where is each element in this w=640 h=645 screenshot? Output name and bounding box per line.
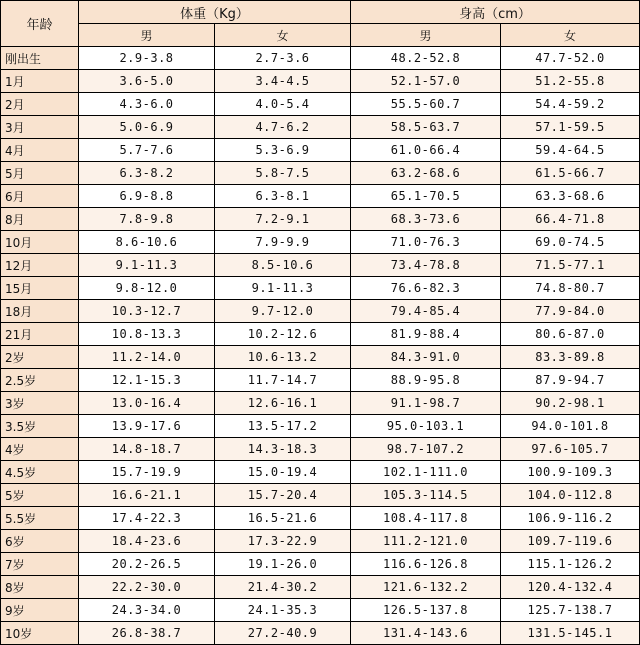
height-male-cell: 52.1-57.0 <box>351 70 501 93</box>
height-female-cell: 115.1-126.2 <box>501 553 640 576</box>
weight-female-cell: 4.0-5.4 <box>215 93 351 116</box>
height-female-cell: 47.7-52.0 <box>501 47 640 70</box>
weight-female-cell: 16.5-21.6 <box>215 507 351 530</box>
age-cell: 5岁 <box>1 484 79 507</box>
weight-male-cell: 6.3-8.2 <box>79 162 215 185</box>
age-cell: 刚出生 <box>1 47 79 70</box>
weight-female-cell: 2.7-3.6 <box>215 47 351 70</box>
weight-male-cell: 10.8-13.3 <box>79 323 215 346</box>
weight-male-cell: 26.8-38.7 <box>79 622 215 645</box>
weight-female-cell: 15.7-20.4 <box>215 484 351 507</box>
height-male-cell: 116.6-126.8 <box>351 553 501 576</box>
height-male-cell: 88.9-95.8 <box>351 369 501 392</box>
weight-male-cell: 13.9-17.6 <box>79 415 215 438</box>
height-male-cell: 111.2-121.0 <box>351 530 501 553</box>
height-female-cell: 74.8-80.7 <box>501 277 640 300</box>
age-cell: 6岁 <box>1 530 79 553</box>
weight-female-cell: 11.7-14.7 <box>215 369 351 392</box>
height-female-cell: 125.7-138.7 <box>501 599 640 622</box>
weight-female-header: 女 <box>215 24 351 47</box>
weight-male-cell: 9.1-11.3 <box>79 254 215 277</box>
age-cell: 21月 <box>1 323 79 346</box>
age-cell: 10月 <box>1 231 79 254</box>
height-male-cell: 61.0-66.4 <box>351 139 501 162</box>
table-row <box>1 254 640 277</box>
age-cell: 5月 <box>1 162 79 185</box>
height-female-cell: 97.6-105.7 <box>501 438 640 461</box>
height-female-cell: 63.3-68.6 <box>501 185 640 208</box>
weight-male-cell: 20.2-26.5 <box>79 553 215 576</box>
height-male-cell: 108.4-117.8 <box>351 507 501 530</box>
height-female-cell: 94.0-101.8 <box>501 415 640 438</box>
table-body <box>1 47 640 645</box>
weight-male-cell: 16.6-21.1 <box>79 484 215 507</box>
weight-female-cell: 8.5-10.6 <box>215 254 351 277</box>
table-row <box>1 47 640 70</box>
weight-female-cell: 3.4-4.5 <box>215 70 351 93</box>
age-column-header: 年龄 <box>1 1 79 47</box>
weight-female-cell: 24.1-35.3 <box>215 599 351 622</box>
age-cell: 8岁 <box>1 576 79 599</box>
weight-male-cell: 9.8-12.0 <box>79 277 215 300</box>
weight-female-cell: 13.5-17.2 <box>215 415 351 438</box>
weight-male-cell: 7.8-9.8 <box>79 208 215 231</box>
age-cell: 3.5岁 <box>1 415 79 438</box>
weight-female-cell: 4.7-6.2 <box>215 116 351 139</box>
weight-female-cell: 10.2-12.6 <box>215 323 351 346</box>
table-row <box>1 461 640 484</box>
table-row <box>1 185 640 208</box>
height-female-cell: 109.7-119.6 <box>501 530 640 553</box>
height-male-cell: 95.0-103.1 <box>351 415 501 438</box>
table-row <box>1 622 640 645</box>
height-female-cell: 87.9-94.7 <box>501 369 640 392</box>
height-male-cell: 131.4-143.6 <box>351 622 501 645</box>
height-male-cell: 76.6-82.3 <box>351 277 501 300</box>
height-female-cell: 61.5-66.7 <box>501 162 640 185</box>
height-female-cell: 59.4-64.5 <box>501 139 640 162</box>
height-male-cell: 81.9-88.4 <box>351 323 501 346</box>
age-cell: 9岁 <box>1 599 79 622</box>
height-male-cell: 58.5-63.7 <box>351 116 501 139</box>
height-female-cell: 131.5-145.1 <box>501 622 640 645</box>
height-female-cell: 51.2-55.8 <box>501 70 640 93</box>
weight-female-cell: 7.2-9.1 <box>215 208 351 231</box>
height-male-header: 男 <box>351 24 501 47</box>
table-row <box>1 438 640 461</box>
weight-male-cell: 13.0-16.4 <box>79 392 215 415</box>
age-cell: 12月 <box>1 254 79 277</box>
table-row <box>1 116 640 139</box>
weight-female-cell: 21.4-30.2 <box>215 576 351 599</box>
height-male-cell: 91.1-98.7 <box>351 392 501 415</box>
height-female-cell: 66.4-71.8 <box>501 208 640 231</box>
table-row <box>1 530 640 553</box>
weight-male-cell: 5.7-7.6 <box>79 139 215 162</box>
table-row <box>1 208 640 231</box>
age-cell: 4岁 <box>1 438 79 461</box>
age-cell: 10岁 <box>1 622 79 645</box>
height-female-cell: 83.3-89.8 <box>501 346 640 369</box>
height-female-cell: 71.5-77.1 <box>501 254 640 277</box>
weight-female-cell: 17.3-22.9 <box>215 530 351 553</box>
table-row <box>1 139 640 162</box>
height-female-cell: 80.6-87.0 <box>501 323 640 346</box>
height-female-cell: 69.0-74.5 <box>501 231 640 254</box>
table-row <box>1 392 640 415</box>
weight-male-cell: 4.3-6.0 <box>79 93 215 116</box>
height-male-cell: 68.3-73.6 <box>351 208 501 231</box>
table-row <box>1 507 640 530</box>
height-female-cell: 106.9-116.2 <box>501 507 640 530</box>
age-cell: 1月 <box>1 70 79 93</box>
table-row <box>1 484 640 507</box>
weight-male-cell: 5.0-6.9 <box>79 116 215 139</box>
age-cell: 15月 <box>1 277 79 300</box>
weight-female-cell: 5.8-7.5 <box>215 162 351 185</box>
height-female-cell: 77.9-84.0 <box>501 300 640 323</box>
weight-male-cell: 8.6-10.6 <box>79 231 215 254</box>
height-female-cell: 57.1-59.5 <box>501 116 640 139</box>
height-column-header: 身高（cm） <box>351 1 640 24</box>
table-row <box>1 231 640 254</box>
height-male-cell: 65.1-70.5 <box>351 185 501 208</box>
table-row <box>1 277 640 300</box>
height-male-cell: 73.4-78.8 <box>351 254 501 277</box>
weight-male-cell: 11.2-14.0 <box>79 346 215 369</box>
weight-female-cell: 10.6-13.2 <box>215 346 351 369</box>
weight-male-cell: 3.6-5.0 <box>79 70 215 93</box>
age-cell: 2月 <box>1 93 79 116</box>
table-row <box>1 346 640 369</box>
weight-female-cell: 9.7-12.0 <box>215 300 351 323</box>
height-female-cell: 54.4-59.2 <box>501 93 640 116</box>
height-female-cell: 100.9-109.3 <box>501 461 640 484</box>
height-female-header: 女 <box>501 24 640 47</box>
height-female-cell: 90.2-98.1 <box>501 392 640 415</box>
age-cell: 2.5岁 <box>1 369 79 392</box>
height-male-cell: 55.5-60.7 <box>351 93 501 116</box>
table-row <box>1 323 640 346</box>
weight-female-cell: 15.0-19.4 <box>215 461 351 484</box>
age-cell: 7岁 <box>1 553 79 576</box>
age-cell: 5.5岁 <box>1 507 79 530</box>
weight-male-header: 男 <box>79 24 215 47</box>
table-row <box>1 415 640 438</box>
weight-male-cell: 17.4-22.3 <box>79 507 215 530</box>
table-header <box>1 1 640 47</box>
weight-female-cell: 6.3-8.1 <box>215 185 351 208</box>
table-row <box>1 300 640 323</box>
height-male-cell: 84.3-91.0 <box>351 346 501 369</box>
height-male-cell: 48.2-52.8 <box>351 47 501 70</box>
height-male-cell: 79.4-85.4 <box>351 300 501 323</box>
weight-male-cell: 14.8-18.7 <box>79 438 215 461</box>
age-cell: 18月 <box>1 300 79 323</box>
weight-female-cell: 14.3-18.3 <box>215 438 351 461</box>
weight-male-cell: 22.2-30.0 <box>79 576 215 599</box>
height-male-cell: 105.3-114.5 <box>351 484 501 507</box>
age-cell: 3岁 <box>1 392 79 415</box>
weight-female-cell: 19.1-26.0 <box>215 553 351 576</box>
table-row <box>1 599 640 622</box>
weight-male-cell: 12.1-15.3 <box>79 369 215 392</box>
weight-female-cell: 7.9-9.9 <box>215 231 351 254</box>
weight-female-cell: 9.1-11.3 <box>215 277 351 300</box>
weight-male-cell: 2.9-3.8 <box>79 47 215 70</box>
height-male-cell: 102.1-111.0 <box>351 461 501 484</box>
age-cell: 8月 <box>1 208 79 231</box>
table-row <box>1 576 640 599</box>
height-female-cell: 104.0-112.8 <box>501 484 640 507</box>
weight-male-cell: 6.9-8.8 <box>79 185 215 208</box>
age-cell: 4月 <box>1 139 79 162</box>
height-male-cell: 63.2-68.6 <box>351 162 501 185</box>
table-row <box>1 369 640 392</box>
height-male-cell: 121.6-132.2 <box>351 576 501 599</box>
table-row <box>1 70 640 93</box>
weight-male-cell: 18.4-23.6 <box>79 530 215 553</box>
table-row <box>1 553 640 576</box>
height-male-cell: 98.7-107.2 <box>351 438 501 461</box>
height-male-cell: 71.0-76.3 <box>351 231 501 254</box>
table-row <box>1 162 640 185</box>
weight-male-cell: 24.3-34.0 <box>79 599 215 622</box>
weight-female-cell: 27.2-40.9 <box>215 622 351 645</box>
age-cell: 4.5岁 <box>1 461 79 484</box>
weight-male-cell: 10.3-12.7 <box>79 300 215 323</box>
height-female-cell: 120.4-132.4 <box>501 576 640 599</box>
age-cell: 3月 <box>1 116 79 139</box>
age-cell: 6月 <box>1 185 79 208</box>
weight-female-cell: 5.3-6.9 <box>215 139 351 162</box>
weight-female-cell: 12.6-16.1 <box>215 392 351 415</box>
weight-column-header: 体重（Kg） <box>79 1 351 24</box>
table-row <box>1 93 640 116</box>
age-cell: 2岁 <box>1 346 79 369</box>
weight-male-cell: 15.7-19.9 <box>79 461 215 484</box>
height-male-cell: 126.5-137.8 <box>351 599 501 622</box>
